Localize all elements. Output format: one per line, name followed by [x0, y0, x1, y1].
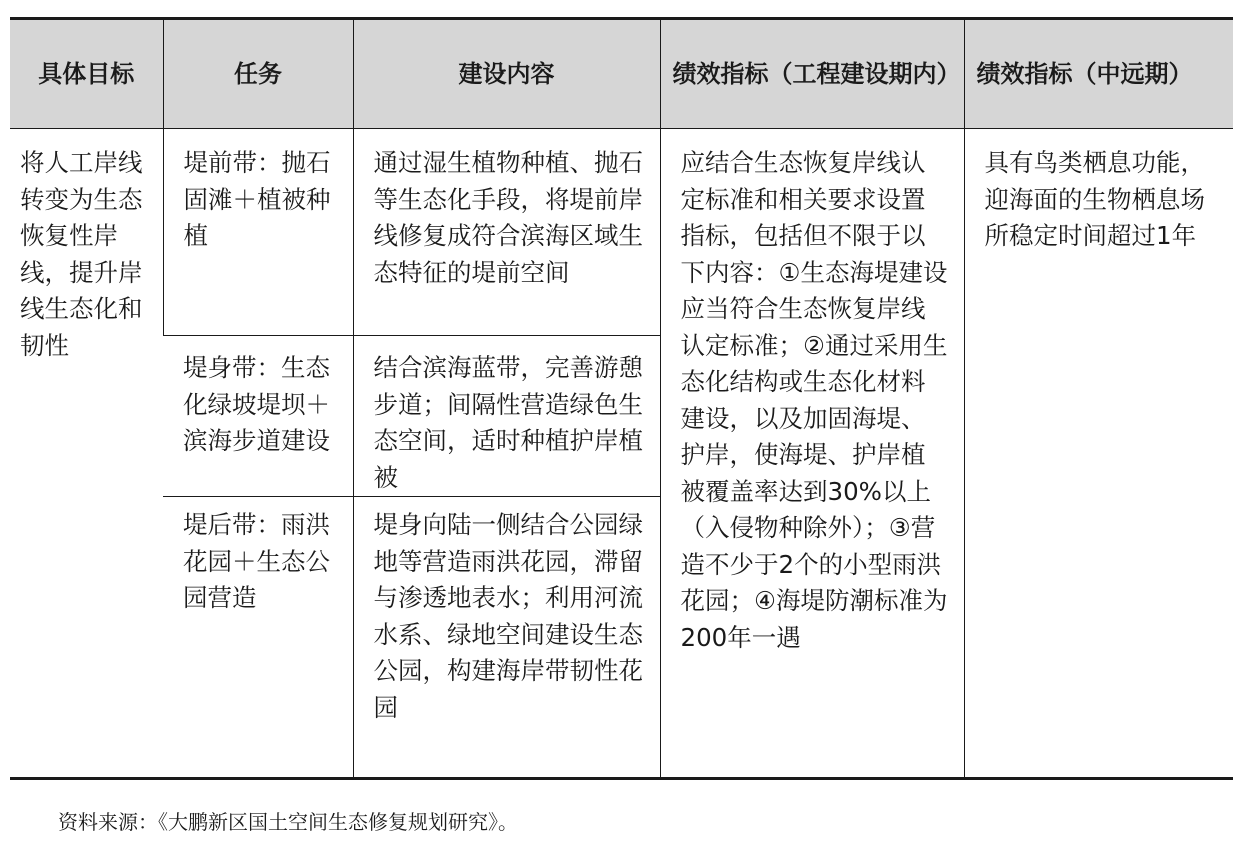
perf-midterm-cell: 具有鸟类栖息功能，迎海面的生物栖息场所稳定时间超过1年	[964, 129, 1233, 779]
content-cell: 堤身向陆一侧结合公园绿地等营造雨洪花园，滞留与渗透地表水；利用河流水系、绿地空间建设生态公园，构建海岸带韧性花园	[353, 497, 660, 779]
table-header-row	[10, 19, 1233, 129]
task-cell: 堤前带：抛石固滩＋植被种植	[163, 129, 353, 336]
task-cell: 堤身带：生态化绿坡堤坝＋滨海步道建设	[163, 336, 353, 497]
goal-cell: 将人工岸线转变为生态恢复性岸线，提升岸线生态化和韧性	[20, 148, 143, 360]
eco-restoration-table	[10, 17, 1233, 780]
table-row	[10, 129, 1233, 336]
perf-construction-cell: 应结合生态恢复岸线认定标准和相关要求设置指标，包括但不限于以下内容：①生态海堤建设应当符合生态恢复岸线认定标准；②通过采用生态化结构或生态化材料建设，以及加固海堤、护岸，使海堤、护岸植被覆盖率达到30%以上（入侵物种除外）；③营造不少于2个的小型雨洪花园；④海堤防潮标准为200年一遇	[660, 129, 964, 779]
header-perf-midterm: 绩效指标（中远期）	[964, 19, 1233, 129]
header-goal: 具体目标	[10, 19, 163, 129]
header-content: 建设内容	[353, 19, 660, 129]
task-cell: 堤后带：雨洪花园＋生态公园营造	[183, 510, 330, 612]
content-cell: 结合滨海蓝带，完善游憩步道；间隔性营造绿色生态空间，适时种植护岸植被	[353, 336, 660, 497]
header-task: 任务	[163, 19, 353, 129]
source-note: 资料来源：《大鹏新区国土空间生态修复规划研究》。	[58, 810, 518, 834]
header-perf-construction: 绩效指标（工程建设期内）	[660, 19, 964, 129]
content-cell: 通过湿生植物种植、抛石等生态化手段，将堤前岸线修复成符合滨海区域生态特征的堤前空间	[353, 129, 660, 336]
